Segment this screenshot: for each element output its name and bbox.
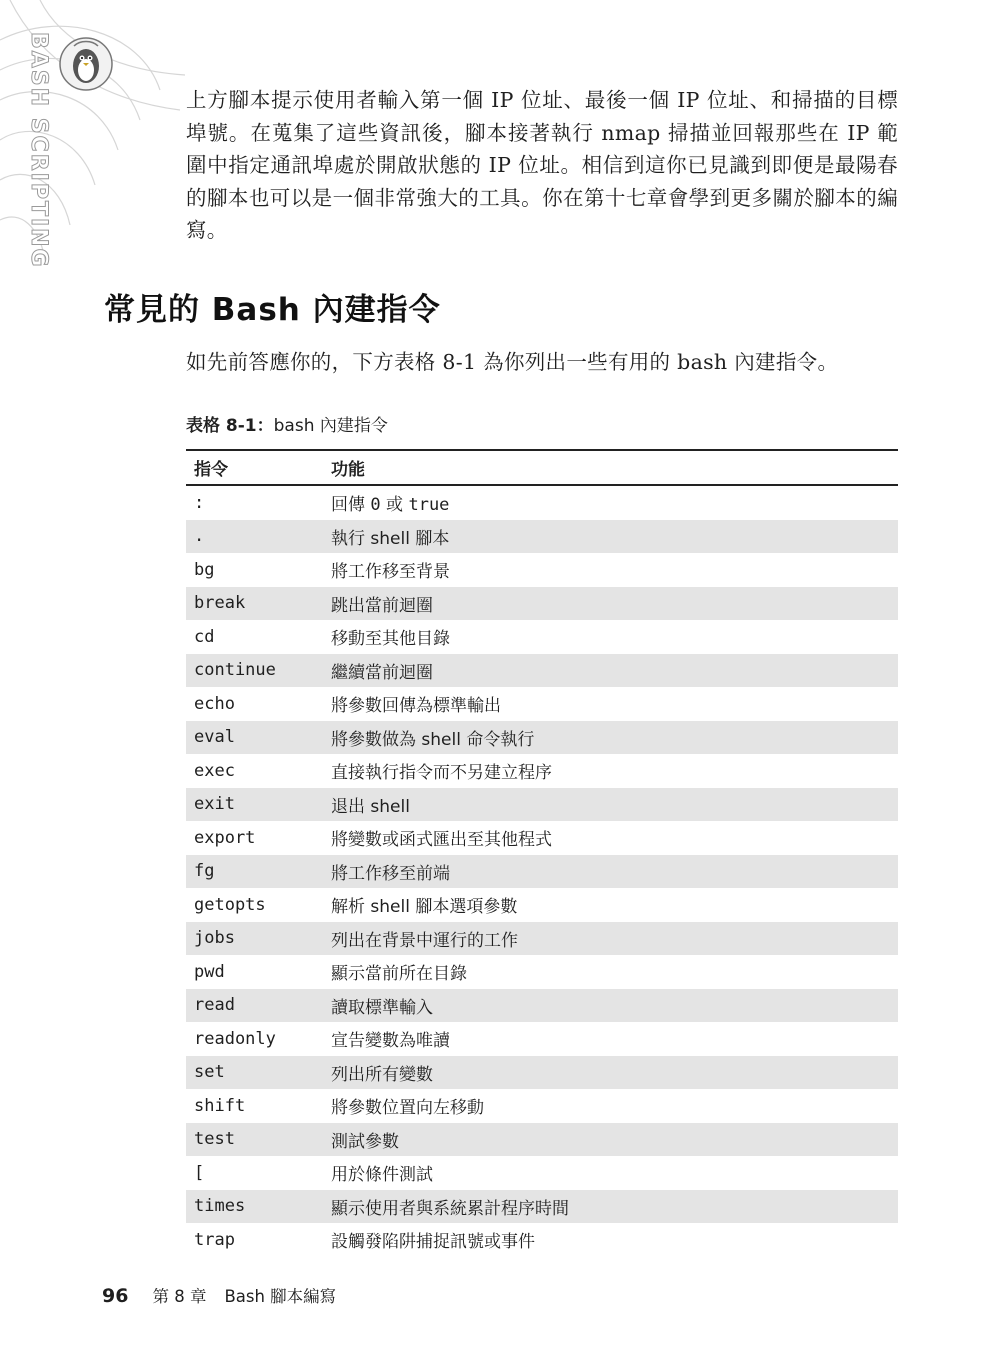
- header-command: 指令: [186, 450, 323, 485]
- function-text: 跳出當前迴圈: [331, 595, 433, 616]
- table-row: [186, 687, 898, 721]
- table-row: [186, 1089, 898, 1123]
- function-text: 將工作移至前端: [331, 863, 450, 884]
- function-text: 移動至其他目錄: [331, 629, 450, 650]
- function-cell: [323, 1123, 898, 1157]
- command-cell: set: [186, 1056, 323, 1090]
- section-heading: 常見的 Bash 內建指令: [104, 292, 441, 328]
- function-text: 列出在背景中運行的工作: [331, 930, 518, 951]
- function-text: 退出 shell: [331, 796, 410, 817]
- command-cell: shift: [194, 1095, 246, 1116]
- table-row: [186, 1056, 898, 1090]
- function-text: 宣告變數為唯讀: [331, 1031, 450, 1052]
- table-row: [186, 721, 898, 755]
- table-row: [186, 654, 898, 688]
- table-row: [186, 520, 898, 554]
- inline-code: true: [408, 495, 450, 516]
- function-cell: [323, 654, 898, 688]
- function-text: 將參數回傳為標準輸出: [331, 696, 501, 717]
- function-text: 設觸發陷阱捕捉訊號或事件: [331, 1232, 535, 1253]
- command-cell: cd: [194, 626, 215, 647]
- table-caption-label: 表格 8-1：: [186, 416, 274, 436]
- header-function: 功能: [323, 450, 898, 485]
- function-text: 讀取標準輸入: [331, 997, 433, 1018]
- table-row: [186, 1190, 898, 1224]
- function-cell: [323, 1056, 898, 1090]
- penguin-mascot-icon: [56, 36, 116, 92]
- table-caption-text: bash 內建指令: [273, 416, 388, 436]
- function-cell: [323, 687, 898, 721]
- function-cell: [323, 855, 898, 889]
- function-cell: [323, 1223, 898, 1257]
- table-header-row: [186, 450, 898, 485]
- table-row: [186, 821, 898, 855]
- command-cell: getopts: [194, 894, 266, 915]
- command-cell: :: [194, 492, 205, 513]
- function-cell: [323, 520, 898, 554]
- function-cell: [323, 922, 898, 956]
- command-cell: test: [186, 1123, 323, 1157]
- function-text: 直接執行指令而不另建立程序: [331, 763, 552, 784]
- table-row: [186, 1156, 898, 1190]
- command-cell: exit: [186, 788, 323, 822]
- function-cell: [323, 620, 898, 654]
- function-cell: [323, 1089, 898, 1123]
- function-cell: [323, 989, 898, 1023]
- function-cell: [323, 1156, 898, 1190]
- page-footer: [102, 1283, 336, 1307]
- function-cell: [323, 788, 898, 822]
- function-text: 將參數做為 shell 命令執行: [331, 729, 535, 750]
- table-row: [186, 1123, 898, 1157]
- function-text: 顯示當前所在目錄: [331, 964, 467, 985]
- command-cell: exec: [194, 760, 235, 781]
- function-cell: [323, 485, 898, 520]
- function-text: 顯示使用者與系統累計程序時間: [331, 1198, 569, 1219]
- chapter-number: 第 8 章: [152, 1287, 207, 1306]
- intro-paragraph: 上方腳本提示使用者輸入第一個 IP 位址、最後一個 IP 位址、和掃描的目標埠號。在蒐集了這些資訊後，腳本接著執行 nmap 掃描並回報那些在 IP 範圍中指定通訊埠處於開啟狀態的 IP 位址。相信到這你已見識到即便是最陽春的腳本也可以是一個非常強大的工具。你在第十七章會學到更多關於腳本的編寫。: [186, 88, 898, 243]
- table-row: [186, 485, 898, 520]
- command-cell: fg: [186, 855, 323, 889]
- table-row: [186, 955, 898, 989]
- table-row: [186, 1223, 898, 1257]
- function-cell: [323, 1022, 898, 1056]
- table-row: [186, 587, 898, 621]
- page-number: 96: [102, 1285, 129, 1307]
- command-cell: continue: [186, 654, 323, 688]
- function-text: 將參數位置向左移動: [331, 1098, 484, 1119]
- table-row: [186, 989, 898, 1023]
- command-cell: trap: [194, 1229, 235, 1250]
- function-text: 列出所有變數: [331, 1064, 433, 1085]
- function-text: 或: [380, 495, 409, 516]
- function-text: 測試參數: [331, 1131, 399, 1152]
- table-row: [186, 888, 898, 922]
- function-text: 將變數或函式匯出至其他程式: [331, 830, 552, 851]
- function-text: 將工作移至背景: [331, 562, 450, 583]
- table-row: [186, 1022, 898, 1056]
- function-cell: [323, 553, 898, 587]
- command-cell: readonly: [194, 1028, 276, 1049]
- function-cell: [323, 754, 898, 788]
- table-row: [186, 788, 898, 822]
- command-cell: read: [186, 989, 323, 1023]
- function-text: 繼續當前迴圈: [331, 662, 433, 683]
- function-text: 解析 shell 腳本選項參數: [331, 897, 518, 918]
- function-cell: [323, 821, 898, 855]
- function-cell: [323, 955, 898, 989]
- builtin-commands-table: [186, 449, 898, 1257]
- table-body: [186, 485, 898, 1257]
- command-cell: jobs: [186, 922, 323, 956]
- table-row: [186, 754, 898, 788]
- sidebar-vertical-title: BASH SCRIPTING: [26, 32, 51, 269]
- command-cell: export: [194, 827, 256, 848]
- table-caption: [186, 411, 388, 436]
- command-cell: times: [186, 1190, 323, 1224]
- chapter-title: Bash 腳本編寫: [224, 1287, 337, 1306]
- function-cell: [323, 721, 898, 755]
- inline-code: 0: [370, 495, 381, 516]
- command-cell: eval: [186, 721, 323, 755]
- command-cell: break: [186, 587, 323, 621]
- table-row: [186, 922, 898, 956]
- table-row: [186, 855, 898, 889]
- function-text: 執行 shell 腳本: [331, 528, 450, 549]
- command-cell: echo: [194, 693, 235, 714]
- table-row: [186, 553, 898, 587]
- command-cell: bg: [194, 559, 215, 580]
- function-cell: [323, 1190, 898, 1224]
- function-cell: [323, 888, 898, 922]
- function-text: 用於條件測試: [331, 1165, 433, 1186]
- function-cell: [323, 587, 898, 621]
- table-row: [186, 620, 898, 654]
- command-cell: [: [194, 1162, 205, 1183]
- function-text: 回傳: [331, 495, 371, 516]
- command-cell: pwd: [194, 961, 225, 982]
- command-cell: .: [186, 520, 323, 554]
- section-lead-text: 如先前答應你的，下方表格 8-1 為你列出一些有用的 bash 內建指令。: [186, 350, 839, 374]
